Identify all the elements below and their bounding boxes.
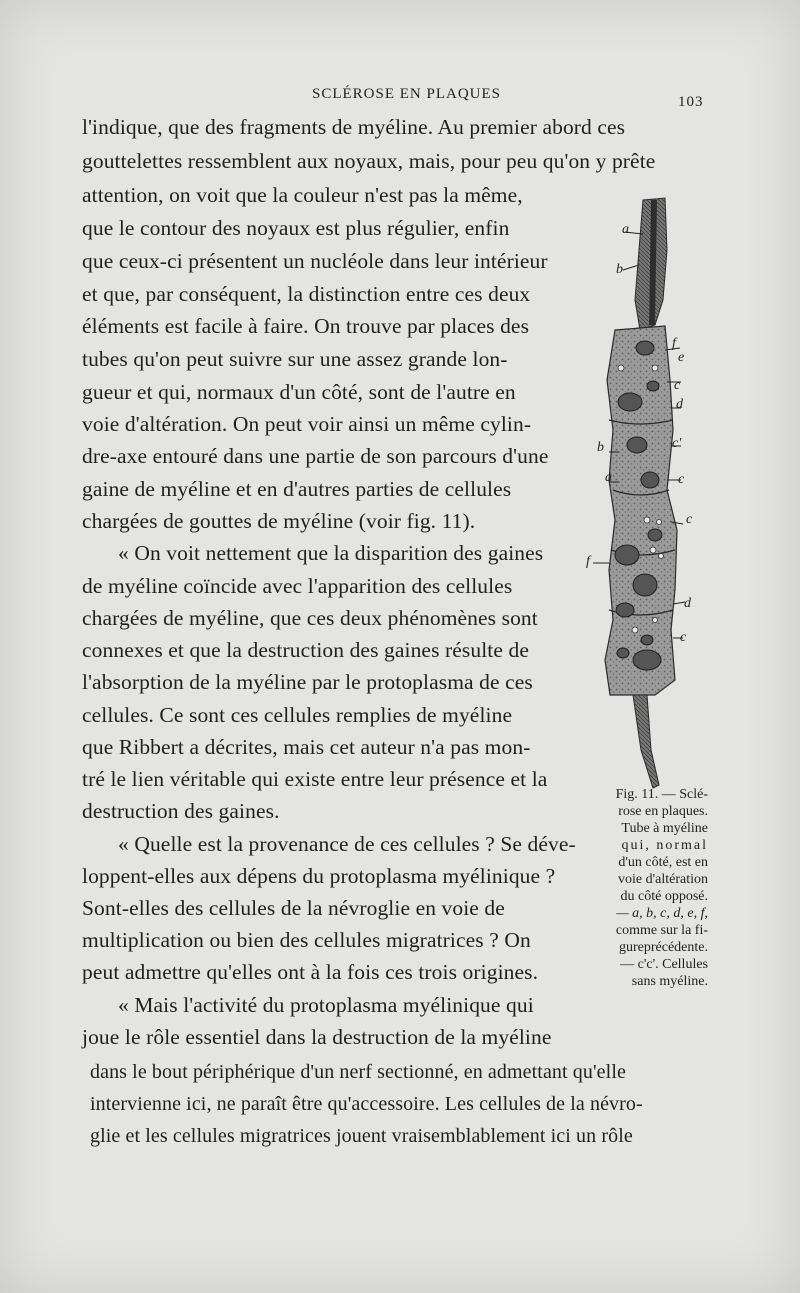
- body-line: tré le lien véritable qui existe entre leur présence et la: [82, 767, 548, 791]
- figure-label: b: [597, 440, 604, 455]
- body-line: loppent-elles aux dépens du protoplasma myélinique ?: [82, 864, 556, 888]
- figure-label: a: [622, 222, 629, 237]
- caption-line: gureprécédente.: [619, 940, 708, 955]
- figure-label: f: [672, 336, 676, 351]
- body-line: « Quelle est la provenance de ces cellules ? Se déve-: [118, 832, 576, 856]
- figure-label: b: [616, 262, 623, 277]
- body-line: dans le bout périphérique d'un nerf sectionné, en admettant qu'elle: [90, 1061, 626, 1083]
- body-line: « On voit nettement que la disparition des gaines: [118, 541, 544, 565]
- body-line: tubes qu'on peut suivre sur une assez grande lon-: [82, 347, 508, 371]
- body-line: destruction des gaines.: [82, 799, 280, 823]
- caption-line: qui, normal: [621, 838, 708, 853]
- body-line: l'indique, que des fragments de myéline. Au premier abord ces: [82, 115, 626, 139]
- figure-label: c: [674, 378, 681, 393]
- nerve-tube-illustration: [585, 190, 715, 790]
- caption-line: — a, b, c, d, e, f,: [616, 906, 708, 921]
- caption-line: d'un côté, est en: [618, 855, 708, 870]
- running-title: SCLÉROSE EN PLAQUES: [312, 86, 502, 102]
- body-line: connexes et que la destruction des gaines résulte de: [82, 638, 529, 662]
- body-line: chargées de gouttes de myéline (voir fig. 11).: [82, 509, 476, 533]
- body-line: l'absorption de la myéline par le protoplasma de ces: [82, 670, 533, 694]
- body-line: glie et les cellules migratrices jouent vraisemblablement ici un rôle: [90, 1125, 633, 1147]
- figure-label: c: [686, 512, 693, 527]
- body-line: joue le rôle essentiel dans la destruction de la myéline: [82, 1025, 552, 1049]
- body-line: et que, par conséquent, la distinction entre ces deux: [82, 282, 531, 306]
- caption-line: rose en plaques.: [618, 804, 708, 819]
- body-line: que ceux-ci présentent un nucléole dans leur intérieur: [82, 249, 548, 273]
- body-line: que le contour des noyaux est plus régulier, enfin: [82, 216, 510, 240]
- body-line: que Ribbert a décrites, mais cet auteur n'a pas mon-: [82, 735, 531, 759]
- figure-label: c: [678, 472, 685, 487]
- caption-line: Fig. 11. — Sclé-: [615, 787, 708, 802]
- caption-line: voie d'altération: [618, 872, 708, 887]
- figure-label: c': [672, 436, 682, 451]
- body-line: de myéline coïncide avec l'apparition des cellules: [82, 574, 513, 598]
- figure-label: d: [676, 397, 683, 412]
- figure-label: c: [680, 630, 687, 645]
- body-line: attention, on voit que la couleur n'est pas la même,: [82, 183, 523, 207]
- body-line: « Mais l'activité du protoplasma myélinique qui: [118, 993, 534, 1017]
- body-line: Sont-elles des cellules de la névroglie en voie de: [82, 896, 505, 920]
- body-line: chargées de myéline, que ces deux phénomènes sont: [82, 606, 538, 630]
- body-line: gueur et qui, normaux d'un côté, sont de l'autre en: [82, 380, 516, 404]
- figure-label: e: [678, 350, 685, 365]
- body-line: gouttelettes ressemblent aux noyaux, mais, pour peu qu'on y prête: [82, 149, 656, 173]
- figure-label: a: [605, 470, 612, 485]
- caption-line: sans myéline.: [631, 974, 708, 989]
- body-line: intervienne ici, ne paraît être qu'accessoire. Les cellules de la névro-: [90, 1093, 643, 1115]
- caption-line: comme sur la fi-: [615, 923, 708, 938]
- body-line: voie d'altération. On peut voir ainsi un même cylin-: [82, 412, 532, 436]
- body-line: cellules. Ce sont ces cellules remplies de myéline: [82, 703, 513, 727]
- figure-label: d: [684, 596, 691, 611]
- figure-label: f: [586, 554, 590, 569]
- caption-line: — c'c'. Cellules: [620, 957, 708, 972]
- body-line: dre-axe entouré dans une partie de son parcours d'une: [82, 444, 549, 468]
- page-number: 103: [678, 94, 704, 110]
- body-line: peut admettre qu'elles ont à la fois ces trois origines.: [82, 960, 539, 984]
- body-line: éléments est facile à faire. On trouve par places des: [82, 314, 530, 338]
- body-line: gaine de myéline et en d'autres parties de cellules: [82, 477, 512, 501]
- caption-line: du côté opposé.: [620, 889, 708, 904]
- body-line: multiplication ou bien des cellules migratrices ? On: [82, 928, 531, 952]
- caption-line: Tube à myéline: [621, 821, 708, 836]
